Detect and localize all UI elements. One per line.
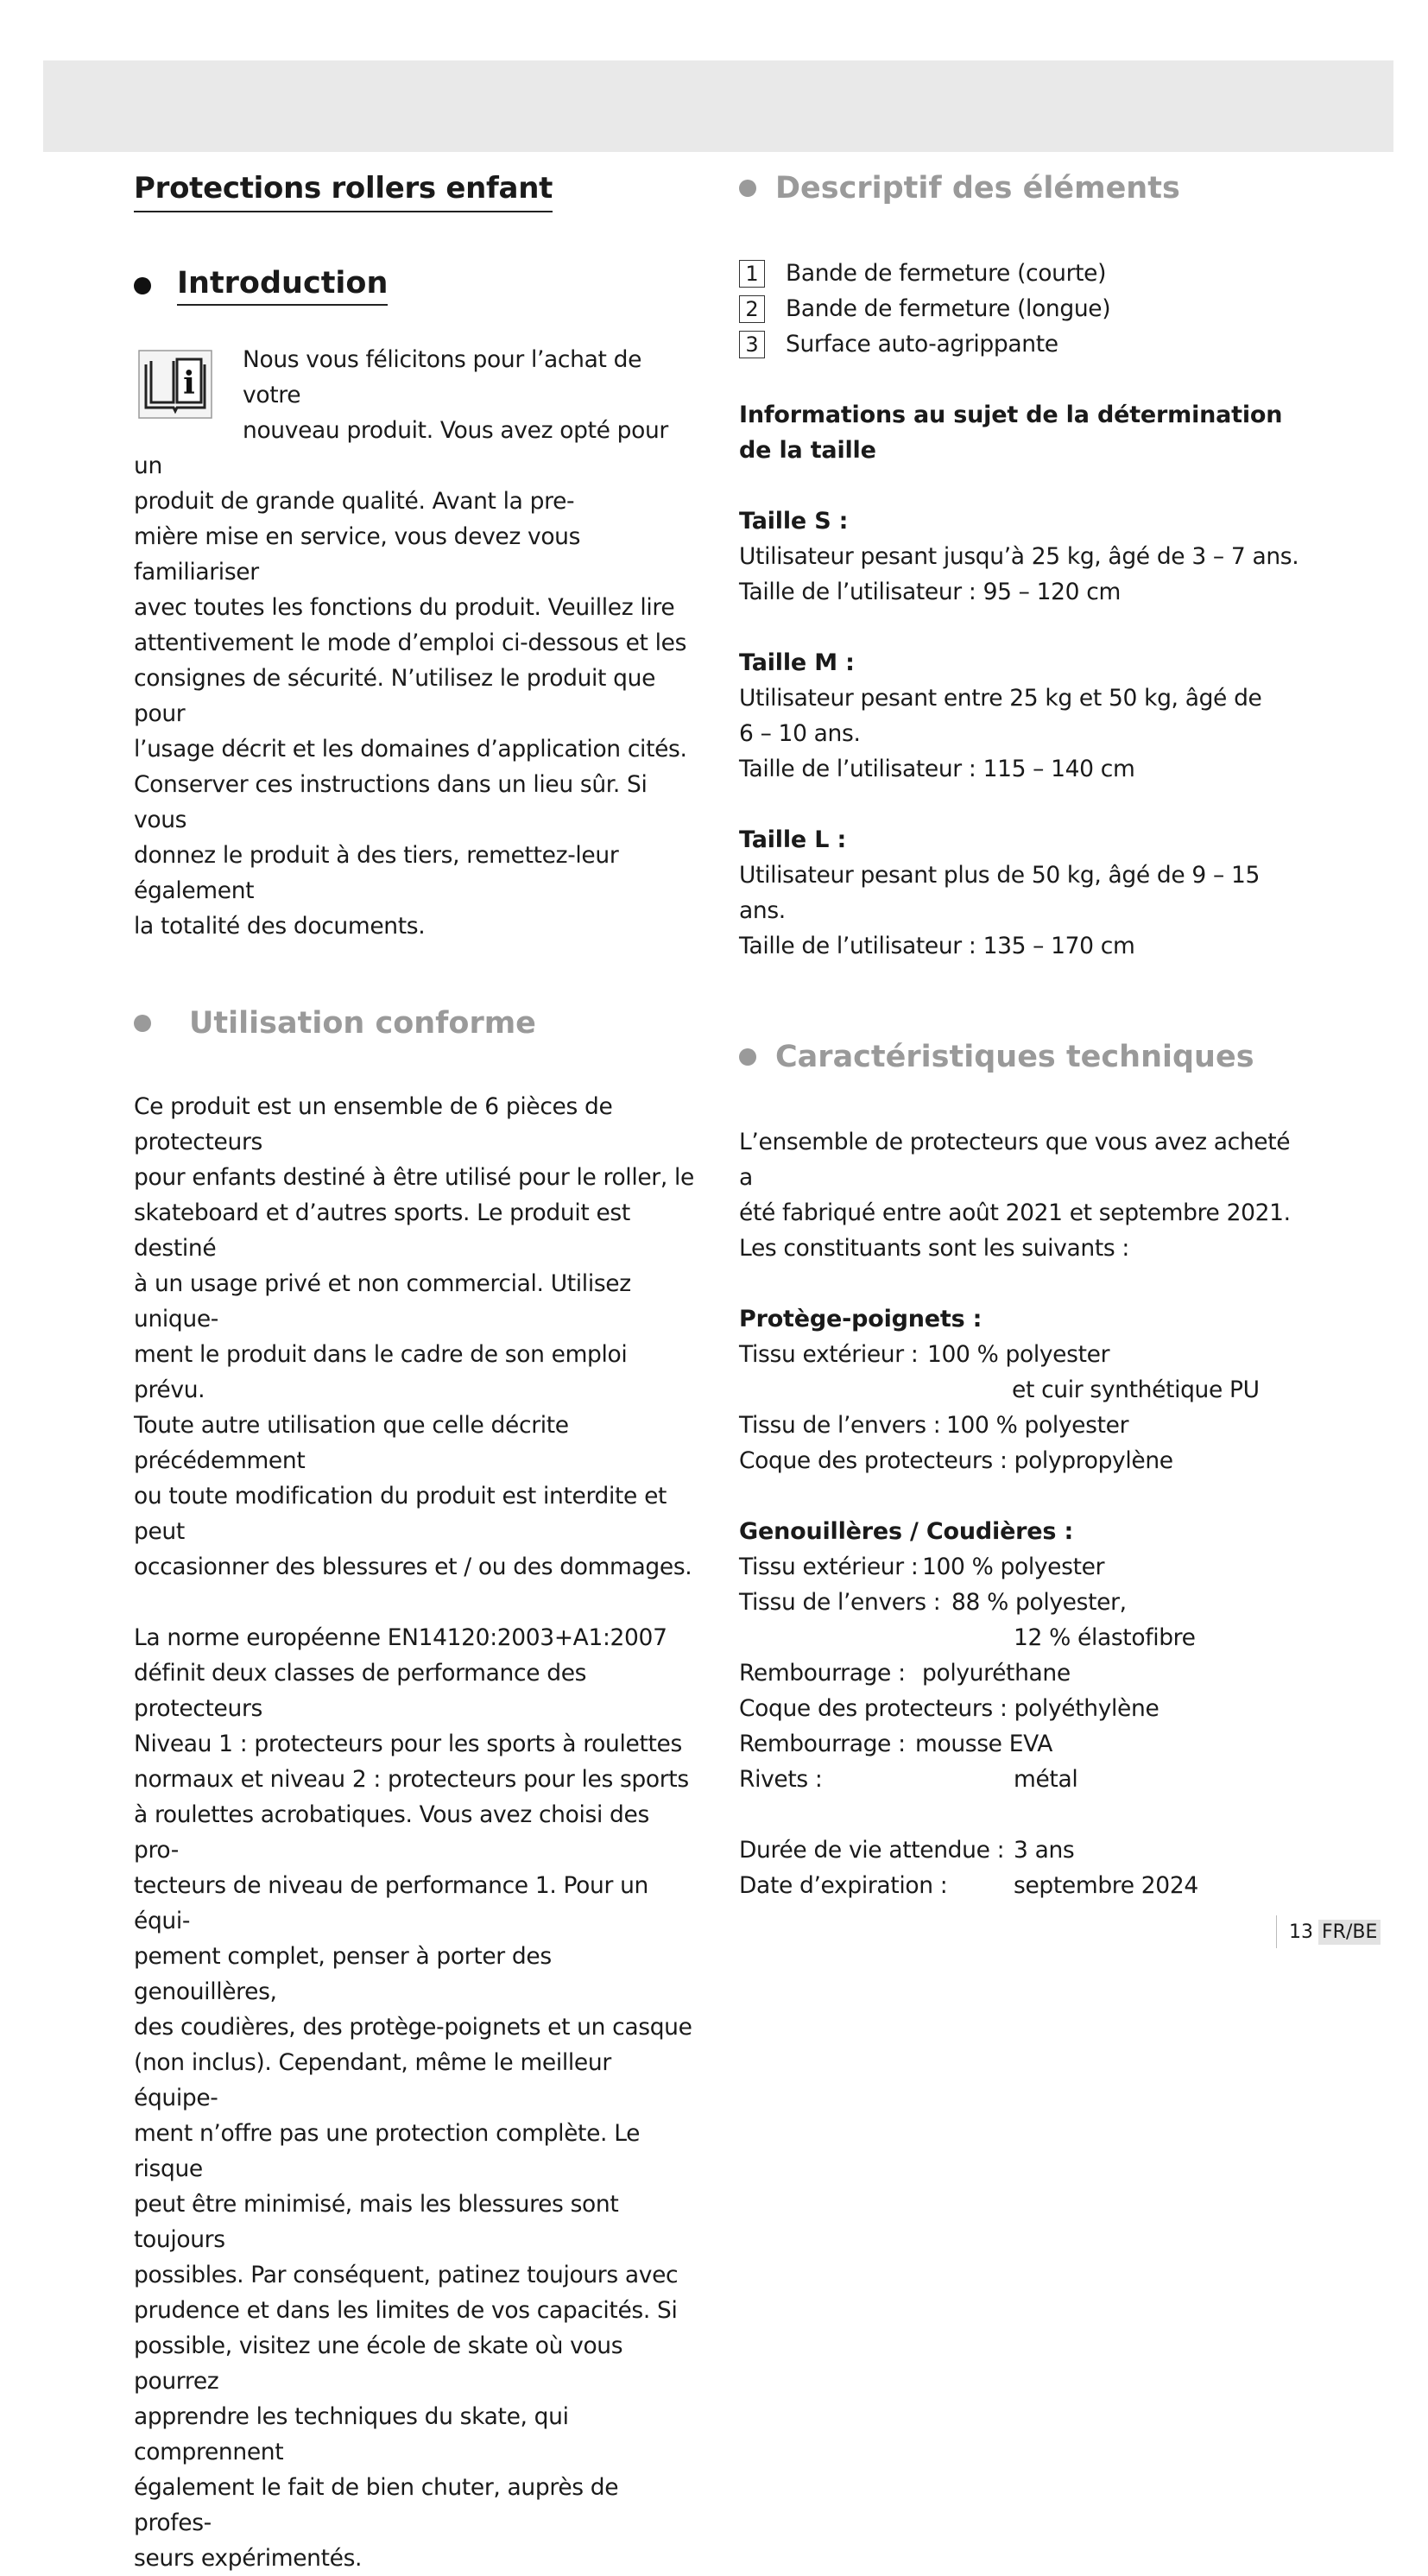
size-l <box>739 822 1309 964</box>
tech-intro <box>739 1124 1309 1266</box>
part-label: Bande de fermeture (courte) <box>786 260 1107 287</box>
lifetime-spec <box>739 1832 1309 1903</box>
bullet-icon <box>739 180 756 197</box>
text-line: possible, visitez une école de skate où vous pourrez <box>134 2332 623 2395</box>
text-line: occasionner des blessures et / ou des dommages. <box>134 1554 692 1580</box>
text-line: tecteurs de niveau de performance 1. Pour un équi- <box>134 1872 648 1934</box>
text-line: apprendre les techniques du skate, qui comprennent <box>134 2403 569 2465</box>
page-footer <box>1276 1915 1381 1948</box>
text-line: L’ensemble de protecteurs que vous avez acheté a <box>739 1129 1291 1191</box>
part-label: Surface auto-agrippante <box>786 331 1058 358</box>
text-line: Taille de l’utilisateur : 115 – 140 cm <box>739 756 1135 782</box>
part-number-box: 1 <box>739 260 765 288</box>
text-line: Taille de l’utilisateur : 135 – 170 cm <box>739 933 1135 959</box>
intro-line: Conserver ces instructions dans un lieu sûr. Si vous <box>134 771 648 833</box>
bullet-icon <box>739 1048 756 1066</box>
text-line: normaux et niveau 2 : protecteurs pour les sports <box>134 1766 689 1793</box>
spec-row <box>739 1408 1309 1443</box>
spec-row <box>739 1726 1309 1762</box>
svg-text:i: i <box>183 365 195 402</box>
text-line: skateboard et d’autres sports. Le produit est destiné <box>134 1199 630 1262</box>
sizing-heading: Informations au sujet de la détermination <box>739 402 1283 428</box>
spec-value: 88 % polyester, <box>951 1589 1127 1616</box>
text-line: pour enfants destiné à être utilisé pour le roller, le <box>134 1164 694 1191</box>
utilisation-heading: Utilisation conforme <box>134 1006 699 1041</box>
parts-legend <box>739 256 1309 362</box>
document-title: Protections rollers enfant <box>134 171 553 212</box>
spec-row <box>739 1762 1309 1797</box>
footer-divider <box>1276 1915 1277 1948</box>
spec-label: Rivets : <box>739 1766 823 1793</box>
intro-line: la totalité des documents. <box>134 913 426 940</box>
page-number: 13 <box>1289 1921 1313 1943</box>
descriptif-heading: Descriptif des éléments <box>739 171 1309 206</box>
text-line: Les constituants sont les suivants : <box>739 1235 1129 1262</box>
utilisation-paragraph-1 <box>134 1089 699 1585</box>
right-column <box>739 164 1309 1903</box>
intro-line: l’usage décrit et les domaines d’application cités. <box>134 736 687 763</box>
text-line: ment n’offre pas une protection complète. Le risque <box>134 2120 641 2182</box>
spec-label: Tissu extérieur : <box>739 1554 919 1580</box>
text-line: Utilisateur pesant entre 25 kg et 50 kg, âgé de <box>739 685 1262 712</box>
intro-line: consignes de sécurité. N’utilisez le produit que pour <box>134 665 656 727</box>
spec-label: Tissu de l’envers : <box>739 1412 941 1439</box>
spec-row <box>739 1443 1309 1478</box>
text-line: Taille de l’utilisateur : 95 – 120 cm <box>739 579 1121 605</box>
text-line: à roulettes acrobatiques. Vous avez choisi des pro- <box>134 1801 649 1864</box>
spec-label: Rembourrage : <box>739 1660 906 1687</box>
spec-value: mousse EVA <box>915 1731 1052 1757</box>
text-line: Toute autre utilisation que celle décrite précédemment <box>134 1412 569 1474</box>
spec-value: 12 % élastofibre <box>1014 1624 1196 1651</box>
header-band <box>43 60 1393 152</box>
size-s <box>739 503 1309 610</box>
text-line: (non inclus). Cependant, même le meilleur équipe- <box>134 2049 611 2111</box>
text-line: Utilisateur pesant jusqu’à 25 kg, âgé de 3 – 7 ans. <box>739 543 1299 570</box>
intro-line: Nous vous félicitons pour l’achat de votre <box>243 346 642 408</box>
text-line: Ce produit est un ensemble de 6 pièces de protecteurs <box>134 1093 613 1155</box>
spec-value: polyuréthane <box>922 1660 1071 1687</box>
text-line: Niveau 1 : protecteurs pour les sports à roulettes <box>134 1731 682 1757</box>
introduction-text <box>134 342 699 944</box>
legend-item <box>739 256 1309 291</box>
text-line: à un usage privé et non commercial. Utilisez unique- <box>134 1270 631 1332</box>
intro-line: mière mise en service, vous devez vous familiariser <box>134 523 581 585</box>
spec-row <box>739 1585 1309 1620</box>
size-title: Taille M : <box>739 649 855 676</box>
spec-row <box>739 1620 1309 1655</box>
text-line: également le fait de bien chuter, auprès de profes- <box>134 2474 619 2536</box>
size-title: Taille L : <box>739 826 847 853</box>
spec-row <box>739 1655 1309 1691</box>
tech-heading: Caractéristiques techniques <box>739 1040 1309 1074</box>
spec-label: Rembourrage : <box>739 1731 906 1757</box>
spec-value: septembre 2024 <box>1014 1872 1198 1899</box>
text-line: ou toute modification du produit est interdite et peut <box>134 1483 667 1545</box>
text-line: été fabriqué entre août 2021 et septembre 2021. <box>739 1199 1291 1226</box>
legend-item <box>739 326 1309 362</box>
intro-line: nouveau produit. Vous avez opté pour un <box>134 417 668 479</box>
language-code: FR/BE <box>1318 1920 1381 1945</box>
sizing-heading: de la taille <box>739 437 876 464</box>
text-line: pement complet, penser à porter des genouillères, <box>134 1943 552 2005</box>
introduction-heading: Introduction <box>134 266 699 306</box>
spec-label: Date d’expiration : <box>739 1872 948 1899</box>
part-number-box: 3 <box>739 331 765 358</box>
bullet-icon <box>134 277 151 294</box>
part-label: Bande de fermeture (longue) <box>786 295 1111 322</box>
spec-label: Durée de vie attendue : <box>739 1837 1005 1864</box>
text-line: des coudières, des protège-poignets et un casque <box>134 2014 692 2041</box>
wrist-guards-spec <box>739 1301 1309 1478</box>
spec-value: et cuir synthétique PU <box>1012 1377 1260 1403</box>
spec-label: Tissu de l’envers : <box>739 1589 941 1616</box>
text-line: possibles. Par conséquent, patinez toujours avec <box>134 2262 679 2288</box>
spec-value: métal <box>1014 1766 1078 1793</box>
text-line: peut être minimisé, mais les blessures sont toujours <box>134 2191 619 2253</box>
size-m <box>739 645 1309 787</box>
size-title: Taille S : <box>739 508 849 535</box>
text-line: prudence et dans les limites de vos capacités. Si <box>134 2297 678 2324</box>
spec-row <box>739 1832 1309 1868</box>
left-column <box>134 164 699 2576</box>
spec-value: 100 % polyester <box>922 1554 1105 1580</box>
spec-title: Protège-poignets : <box>739 1306 983 1332</box>
bullet-icon <box>134 1015 151 1032</box>
knee-elbow-spec <box>739 1514 1309 1797</box>
intro-line: avec toutes les fonctions du produit. Veuillez lire <box>134 594 675 621</box>
legend-item <box>739 291 1309 326</box>
spec-value: Coque des protecteurs : polyéthylène <box>739 1695 1159 1722</box>
text-line: La norme européenne EN14120:2003+A1:2007 <box>134 1624 667 1651</box>
intro-line: produit de grande qualité. Avant la pre- <box>134 488 575 515</box>
spec-label: Tissu extérieur : <box>739 1341 919 1368</box>
spec-value: Coque des protecteurs : polypropylène <box>739 1447 1173 1474</box>
intro-line: donnez le produit à des tiers, remettez-leur également <box>134 842 619 904</box>
utilisation-paragraph-2 <box>134 1620 699 2576</box>
spec-value: 100 % polyester <box>927 1341 1110 1368</box>
text-line: ment le produit dans le cadre de son emploi prévu. <box>134 1341 628 1403</box>
intro-line: attentivement le mode d’emploi ci-dessous et les <box>134 630 687 656</box>
part-number-box: 2 <box>739 295 765 323</box>
spec-row <box>739 1337 1309 1372</box>
spec-row <box>739 1868 1309 1903</box>
text-line: définit deux classes de performance des protecteurs <box>134 1660 587 1722</box>
spec-row <box>739 1691 1309 1726</box>
spec-value: 100 % polyester <box>946 1412 1129 1439</box>
sizing-section <box>739 397 1309 468</box>
text-line: 6 – 10 ans. <box>739 720 861 747</box>
info-book-icon <box>137 349 213 420</box>
text-line: seurs expérimentés. <box>134 2545 363 2572</box>
spec-row <box>739 1549 1309 1585</box>
text-line: Utilisateur pesant plus de 50 kg, âgé de 9 – 15 ans. <box>739 862 1260 924</box>
spec-value: 3 ans <box>1014 1837 1075 1864</box>
spec-title: Genouillères / Coudières : <box>739 1518 1074 1545</box>
spec-row <box>739 1372 1309 1408</box>
